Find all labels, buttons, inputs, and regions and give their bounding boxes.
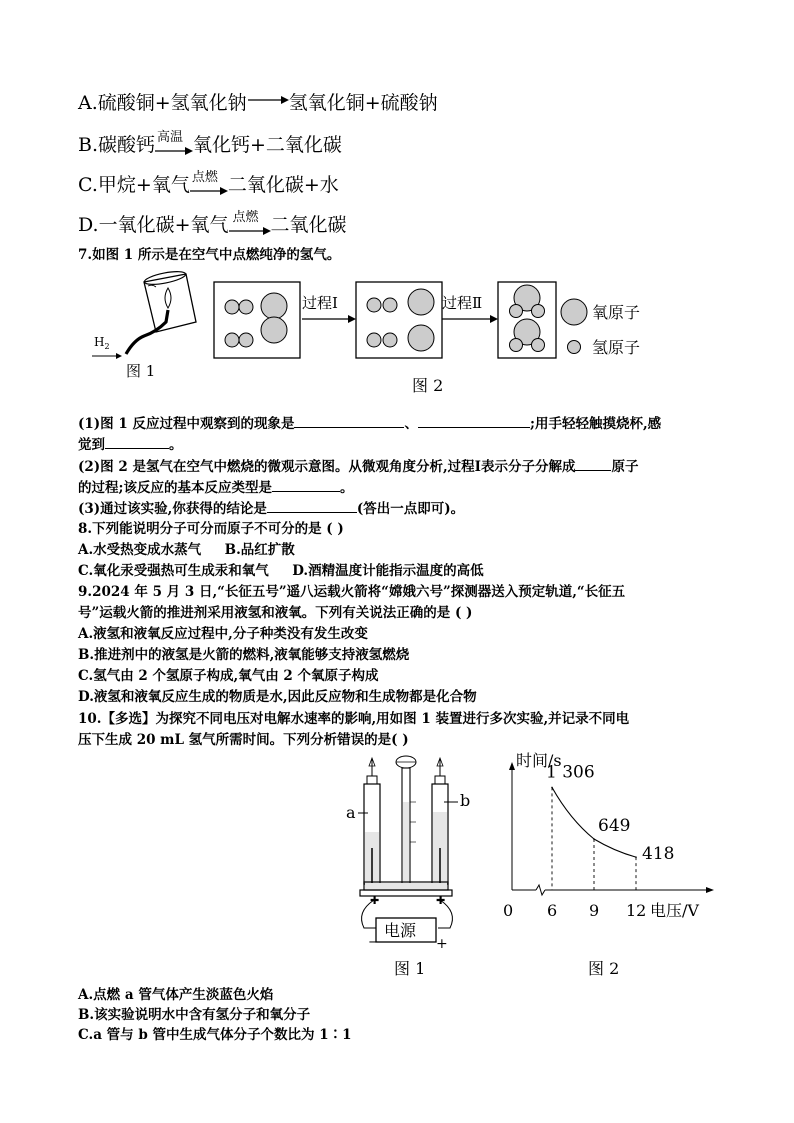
option-c-left: C.甲烷+氧气 <box>78 174 190 196</box>
terminal-left: ✚ <box>370 894 380 907</box>
answer-blank[interactable] <box>105 434 169 449</box>
q10-fig1 <box>340 752 480 982</box>
option-a-left: A.硫酸铜+氢氧化钠 <box>78 92 247 114</box>
q10-stem-line1: 10.【多选】为探究不同电压对电解水速率的影响,用如图 1 装置进行多次实验,并记录不同电 <box>78 711 630 727</box>
data-label: 649 <box>598 816 631 837</box>
q9-stem-line2: 号”运载火箭的推进剂采用液氢和液氧。下列有关说法正确的是 ( ) <box>78 605 473 621</box>
q7-part3-text: (3)通过该实验,你获得的结论是 <box>78 501 267 517</box>
q7-part1-sep: 、 <box>404 416 418 432</box>
data-label: 418 <box>642 844 675 865</box>
option-c <box>78 170 339 197</box>
minus-sign: − <box>368 935 379 950</box>
legend-hydrogen-atom <box>568 341 581 354</box>
q7-part3-end: (答出一点即可)。 <box>356 501 465 517</box>
q7-part1-text3: 觉到 <box>78 437 105 453</box>
q10-option-a: A.点燃 a 管气体产生淡蓝色火焰 <box>78 987 274 1003</box>
data-point <box>635 856 637 858</box>
flame-icon <box>165 288 171 308</box>
q9-stem-line1: 9.2024 年 5 月 3 日,“长征五号”遥八运载火箭将“嫦娥六号”探测器送入预定轨道,“长征五 <box>78 584 626 600</box>
q10-stem-line2: 压下生成 20 mL 氢气所需时间。下列分析错误的是( ) <box>78 732 409 748</box>
process2-label: 过程Ⅱ <box>442 294 483 312</box>
q10-option-b: B.该实验说明水中含有氢分子和氧分子 <box>78 1007 311 1023</box>
gas-tube-icon <box>126 310 168 354</box>
answer-blank[interactable] <box>267 498 357 513</box>
condition-arrow <box>155 130 193 156</box>
q7-fig2 <box>210 280 690 395</box>
q7-part2-line1 <box>78 456 638 477</box>
q10-fig2-chart <box>500 752 730 927</box>
arrow <box>247 88 289 110</box>
condition-text: 点燃 <box>191 170 218 185</box>
option-a-right: 氢氧化铜+硫酸钠 <box>288 92 438 114</box>
answer-blank[interactable] <box>575 456 611 471</box>
answer-blank[interactable] <box>294 413 404 428</box>
tube-a <box>364 758 380 886</box>
q9-option-c: C.氢气由 2 个氢原子构成,氧气由 2 个氧原子构成 <box>78 668 379 684</box>
h2-label: $H_2$ <box>94 335 110 351</box>
origin-label: 0 <box>503 901 514 920</box>
q7-part2-text2: 原子 <box>611 459 639 475</box>
legend-oxygen-atom <box>561 299 587 325</box>
option-d-right: 二氧化碳 <box>270 214 347 236</box>
q7-part1-text: (1)图 1 反应过程中观察到的现象是 <box>78 416 295 432</box>
fig2-label: 图 2 <box>412 376 444 395</box>
q7-part1-line1 <box>78 413 661 434</box>
tube-b <box>432 758 448 886</box>
option-b <box>78 130 342 157</box>
power-label: 电源 <box>384 921 417 940</box>
option-d <box>78 210 347 237</box>
x-tick-label: 12 <box>626 901 647 920</box>
q10-fig1-label: 图 1 <box>394 959 426 978</box>
fig1-label: 图 1 <box>126 362 156 380</box>
q9-option-b: B.推进剂中的液氢是火箭的燃料,液氧能够支持液氢燃烧 <box>78 647 410 663</box>
legend-oxygen-label: 氧原子 <box>592 303 641 322</box>
x-tick-label: 9 <box>589 901 600 920</box>
q8-options-cd: C.氧化汞受强热可生成汞和氧气 D.酒精温度计能指示温度的高低 <box>78 563 484 579</box>
tube-a-label: a <box>346 803 356 822</box>
x-tick-label: 6 <box>547 901 558 920</box>
q10-option-c: C.a 管与 b 管中生成气体分子个数比为 1∶1 <box>78 1027 352 1043</box>
q7-part2-line2 <box>78 477 353 498</box>
x-axis-label: 电压/V <box>650 901 699 920</box>
data-label: 1 306 <box>546 762 595 783</box>
q7-stem: 7.如图 1 所示是在空气中点燃纯净的氢气。 <box>78 247 341 263</box>
terminal-right: ✚ <box>436 894 446 907</box>
answer-blank[interactable] <box>272 477 340 492</box>
molecule-box-1 <box>214 282 300 358</box>
q7-part2-end: 。 <box>339 480 354 496</box>
option-a <box>78 88 438 115</box>
q8-stem: 8.下列能说明分子可分而原子不可分的是 ( ) <box>78 521 344 537</box>
reservoir <box>396 756 416 884</box>
y-axis-label: 时间/s <box>516 752 562 770</box>
condition-arrow <box>190 170 228 196</box>
data-point <box>593 838 595 840</box>
q7-part2-text: (2)图 2 是氢气在空气中燃烧的微观示意图。从微观角度分析,过程Ⅰ表示分子分解成 <box>78 459 576 475</box>
q8-options-ab: A.水受热变成水蒸气 B.品红扩散 <box>78 542 295 558</box>
option-b-left: B.碳酸钙 <box>78 134 156 156</box>
option-b-right: 氧化钙+二氧化碳 <box>193 134 342 156</box>
option-c-right: 二氧化碳+水 <box>227 174 339 196</box>
q7-part1-text2: ;用手轻轻触摸烧杯,感 <box>529 416 662 432</box>
condition-text: 高温 <box>157 130 184 145</box>
legend-hydrogen-label: 氢原子 <box>592 338 641 357</box>
q7-fig1 <box>86 270 206 380</box>
q9-option-a: A.液氢和液氧反应过程中,分子种类没有发生改变 <box>78 626 368 642</box>
q10-fig2-label: 图 2 <box>588 959 620 978</box>
tube-b-label: b <box>460 791 471 810</box>
answer-blank[interactable] <box>418 413 530 428</box>
q7-part2-text3: 的过程;该反应的基本反应类型是 <box>78 480 272 496</box>
data-point <box>551 787 553 789</box>
beaker-icon <box>143 270 196 332</box>
q7-part1-line2 <box>78 434 183 455</box>
condition-text: 点燃 <box>232 210 259 225</box>
plus-sign: + <box>436 936 448 952</box>
process1-label: 过程Ⅰ <box>302 294 338 312</box>
q7-part1-end: 。 <box>169 437 183 453</box>
q7-part3 <box>78 498 464 519</box>
q9-option-d: D.液氢和液氧反应生成的物质是水,因此反应物和生成物都是化合物 <box>78 689 477 705</box>
option-d-left: D.一氧化碳+氧气 <box>78 214 229 236</box>
condition-arrow <box>229 210 271 236</box>
